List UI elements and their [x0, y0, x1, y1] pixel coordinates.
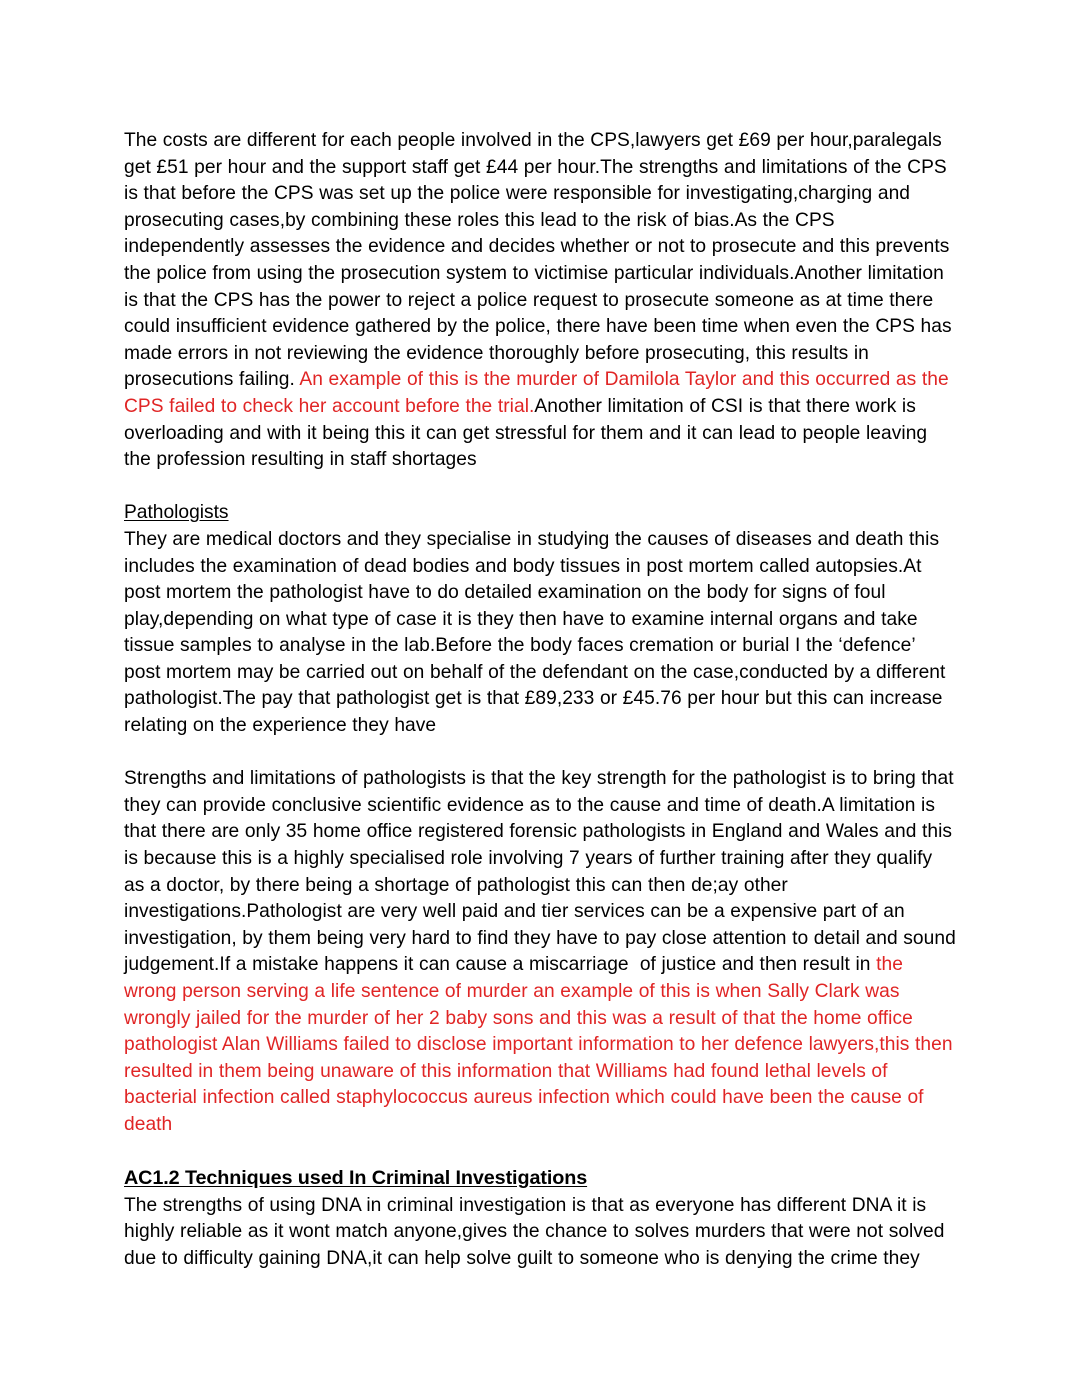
paragraph-spacer [124, 474, 956, 501]
paragraph-cps-costs-and-limitations [124, 128, 956, 474]
paragraph-dna-strengths: The strengths of using DNA in criminal investigation is that as everyone has different DNA it is highly reliable as it wont match anyone,gives the chance to solves murders that were not solved due to difficulty gaining DNA,it can help solve guilt to someone who is denying the crime they [124, 1194, 951, 1269]
strengths-text-black: Strengths and limitations of pathologists is that the key strength for the pathologist is to bring that they can provide conclusive scientific evidence as to the cause and time of death.A limitation is that there are only 35 home office registered forensic pathologists in England and Wales and this is because this is a highly specialised role involving 7 years of further training after they qualify as a doctor, by there being a shortage of pathologist this can then de;ay other investigations.Pathologist are very well paid and tier services can be a expensive part of an investigation, by them being very hard to find they have to pay close attention to detail and sound judgement.If a mistake happens it can cause a miscarriage of justice and then result in [124, 768, 962, 976]
document-body [124, 128, 962, 1272]
paragraph-spacer [124, 740, 956, 767]
paragraph-pathologist-strengths-limitations [124, 766, 962, 1138]
heading-pathologists: Pathologists [124, 502, 229, 524]
cps-text-red-damilola-taylor: An example of this is the murder of Damilola Taylor and this occurred as the CPS failed to check her account before the trial. [124, 369, 955, 417]
cps-text-black-part-1: The costs are different for each people involved in the CPS,lawyers get £69 per hour,paralegals get £51 per hour and the support staff get £44 per hour.The strengths and limitations of the CPS is that before the CPS was set up the police were responsible for investigating,charging and prosecuting cases,by combining these roles this lead to the risk of bias.As the CPS independently assesses the evidence and decides whether or not to prosecute and this prevents the police from using the prosecution system to victimise particular individuals.Another limitation is that the CPS has the power to reject a police request to prosecute someone as at time there could insufficient evidence gathered by the police, there have been time when even the CPS has made errors in not reviewing the evidence thoroughly before prosecuting, this results in prosecutions failing. [124, 130, 958, 391]
paragraph-spacer [124, 1139, 956, 1166]
paragraph-pathologists-description: They are medical doctors and they specialise in studying the causes of diseases and death this includes the examination of dead bodies and body tissues in post mortem called autopsies.At post mortem the pathologist have to do detailed examination on the body for signs of foul play,depending on what type of case it is they then have to examine internal organs and take tissue samples to analyse in the lab.Before the body faces cremation or burial I the ‘defence’ post mortem may be carried out on behalf of the defendant on the case,conducted by a different pathologist.The pay that pathologist get is that £89,233 or £45.76 per hour but this can increase relating on the experience they have [124, 528, 951, 737]
heading-ac1-2-techniques: AC1.2 Techniques used In Criminal Investigations [124, 1167, 588, 1190]
strengths-text-red-sally-clark: the wrong person serving a life sentence of murder an example of this is when Sally Clark was wrongly jailed for the murder of her 2 baby sons and this was a result of that the home office pathologist Alan Williams failed to disclose important information to her defence lawyers,this then resulted in them being unaware of this information that Williams had found lethal levels of bacterial infection called staphylococcus aureus infection which could have been the cause of death [124, 954, 959, 1135]
cps-text-black-part-2: Another limitation of CSI is that there work is overloading and with it being this it can get stressful for them and it can lead to people leaving the profession resulting in staff shortages [124, 395, 933, 471]
